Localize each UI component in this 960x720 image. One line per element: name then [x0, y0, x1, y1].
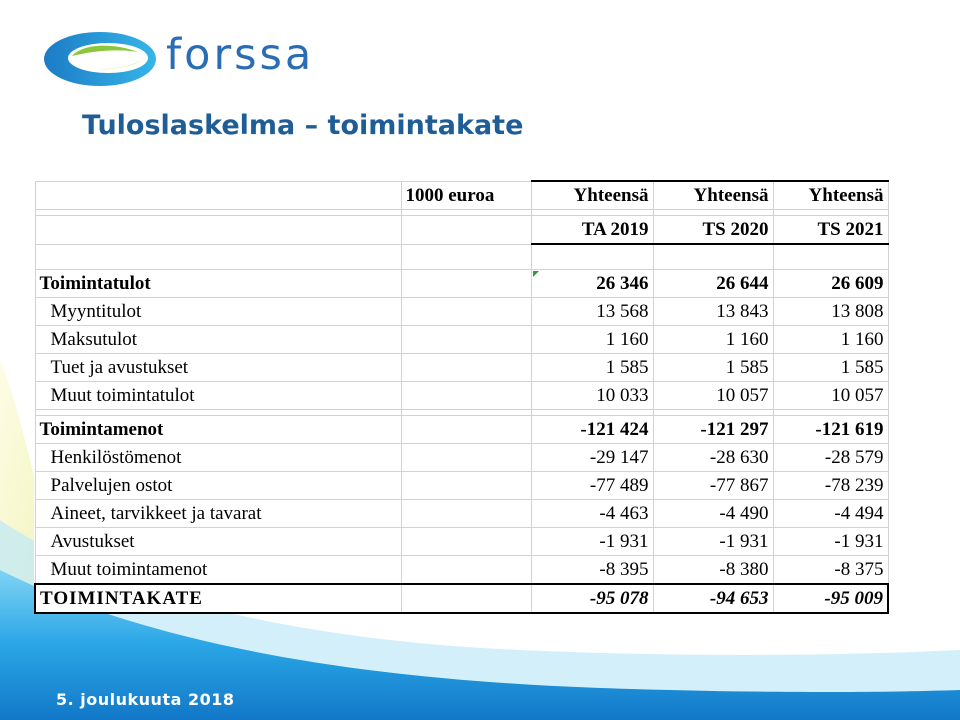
- income-value-2: 26 644: [653, 270, 773, 298]
- row-value: -78 239: [773, 472, 888, 500]
- header-row-bottom: [35, 216, 888, 245]
- row-value: -8 395: [531, 556, 653, 585]
- table-row: [35, 528, 888, 556]
- row-value: 10 057: [773, 382, 888, 410]
- row-value: -29 147: [531, 444, 653, 472]
- header-total-3: Yhteensä: [773, 181, 888, 210]
- row-label: Henkilöstömenot: [35, 444, 401, 472]
- total-value-2: -94 653: [653, 584, 773, 613]
- unit-label: 1000 euroa: [401, 181, 531, 210]
- expense-total-row: [35, 416, 888, 444]
- row-value: 13 843: [653, 298, 773, 326]
- row-label: Palvelujen ostot: [35, 472, 401, 500]
- empty-row: [35, 244, 888, 270]
- empty-cell: [401, 216, 531, 245]
- row-value: -28 579: [773, 444, 888, 472]
- slide-title: Tuloslaskelma – toimintakate: [82, 110, 524, 141]
- row-value: -77 867: [653, 472, 773, 500]
- income-title: Toimintatulot: [35, 270, 401, 298]
- empty-cell: [35, 181, 401, 210]
- row-label: Muut toimintatulot: [35, 382, 401, 410]
- row-value: -4 490: [653, 500, 773, 528]
- expense-title: Toimintamenot: [35, 416, 401, 444]
- row-label: Muut toimintamenot: [35, 556, 401, 585]
- expense-value-2: -121 297: [653, 416, 773, 444]
- row-value: -28 630: [653, 444, 773, 472]
- row-value: 1 160: [773, 326, 888, 354]
- logo-swoosh-icon: [42, 28, 162, 90]
- income-value-3: 26 609: [773, 270, 888, 298]
- table-row: [35, 382, 888, 410]
- table-row: [35, 444, 888, 472]
- row-value: 13 808: [773, 298, 888, 326]
- income-total-row: [35, 270, 888, 298]
- table-row: [35, 556, 888, 585]
- empty-cell: [401, 584, 531, 613]
- table-row: [35, 354, 888, 382]
- total-value-1: -95 078: [531, 584, 653, 613]
- row-value: -8 375: [773, 556, 888, 585]
- table-row: [35, 298, 888, 326]
- expense-value-1: -121 424: [531, 416, 653, 444]
- row-value: 1 160: [531, 326, 653, 354]
- row-label: Aineet, tarvikkeet ja tavarat: [35, 500, 401, 528]
- forssa-logo: [42, 28, 322, 98]
- table-row: [35, 326, 888, 354]
- table-row: [35, 472, 888, 500]
- total-value-3: -95 009: [773, 584, 888, 613]
- header-period-3: TS 2021: [773, 216, 888, 245]
- row-value: 10 057: [653, 382, 773, 410]
- row-value: 13 568: [531, 298, 653, 326]
- table-row: [35, 500, 888, 528]
- row-value: -4 494: [773, 500, 888, 528]
- header-total-2: Yhteensä: [653, 181, 773, 210]
- empty-cell: [401, 416, 531, 444]
- row-label: Maksutulot: [35, 326, 401, 354]
- row-value: -1 931: [653, 528, 773, 556]
- row-value: -77 489: [531, 472, 653, 500]
- income-value-1: 26 346: [531, 270, 653, 298]
- row-value: -4 463: [531, 500, 653, 528]
- row-label: Myyntitulot: [35, 298, 401, 326]
- row-value: 1 585: [531, 354, 653, 382]
- row-value: 1 160: [653, 326, 773, 354]
- row-value: 1 585: [773, 354, 888, 382]
- total-label: TOIMINTAKATE: [35, 584, 401, 613]
- empty-cell: [401, 270, 531, 298]
- logo-text: forssa: [166, 30, 315, 80]
- header-row-top: [35, 181, 888, 210]
- row-label: Avustukset: [35, 528, 401, 556]
- income-statement-table: [34, 180, 889, 614]
- row-value: -8 380: [653, 556, 773, 585]
- empty-cell: [35, 216, 401, 245]
- header-period-1: TA 2019: [531, 216, 653, 245]
- operating-margin-row: [35, 584, 888, 613]
- income-statement-table-wrapper: [34, 180, 889, 614]
- row-value: -1 931: [773, 528, 888, 556]
- header-total-1: Yhteensä: [531, 181, 653, 210]
- header-period-2: TS 2020: [653, 216, 773, 245]
- row-value: 1 585: [653, 354, 773, 382]
- slide-date: 5. joulukuuta 2018: [56, 690, 235, 709]
- row-value: 10 033: [531, 382, 653, 410]
- row-label: Tuet ja avustukset: [35, 354, 401, 382]
- expense-value-3: -121 619: [773, 416, 888, 444]
- row-value: -1 931: [531, 528, 653, 556]
